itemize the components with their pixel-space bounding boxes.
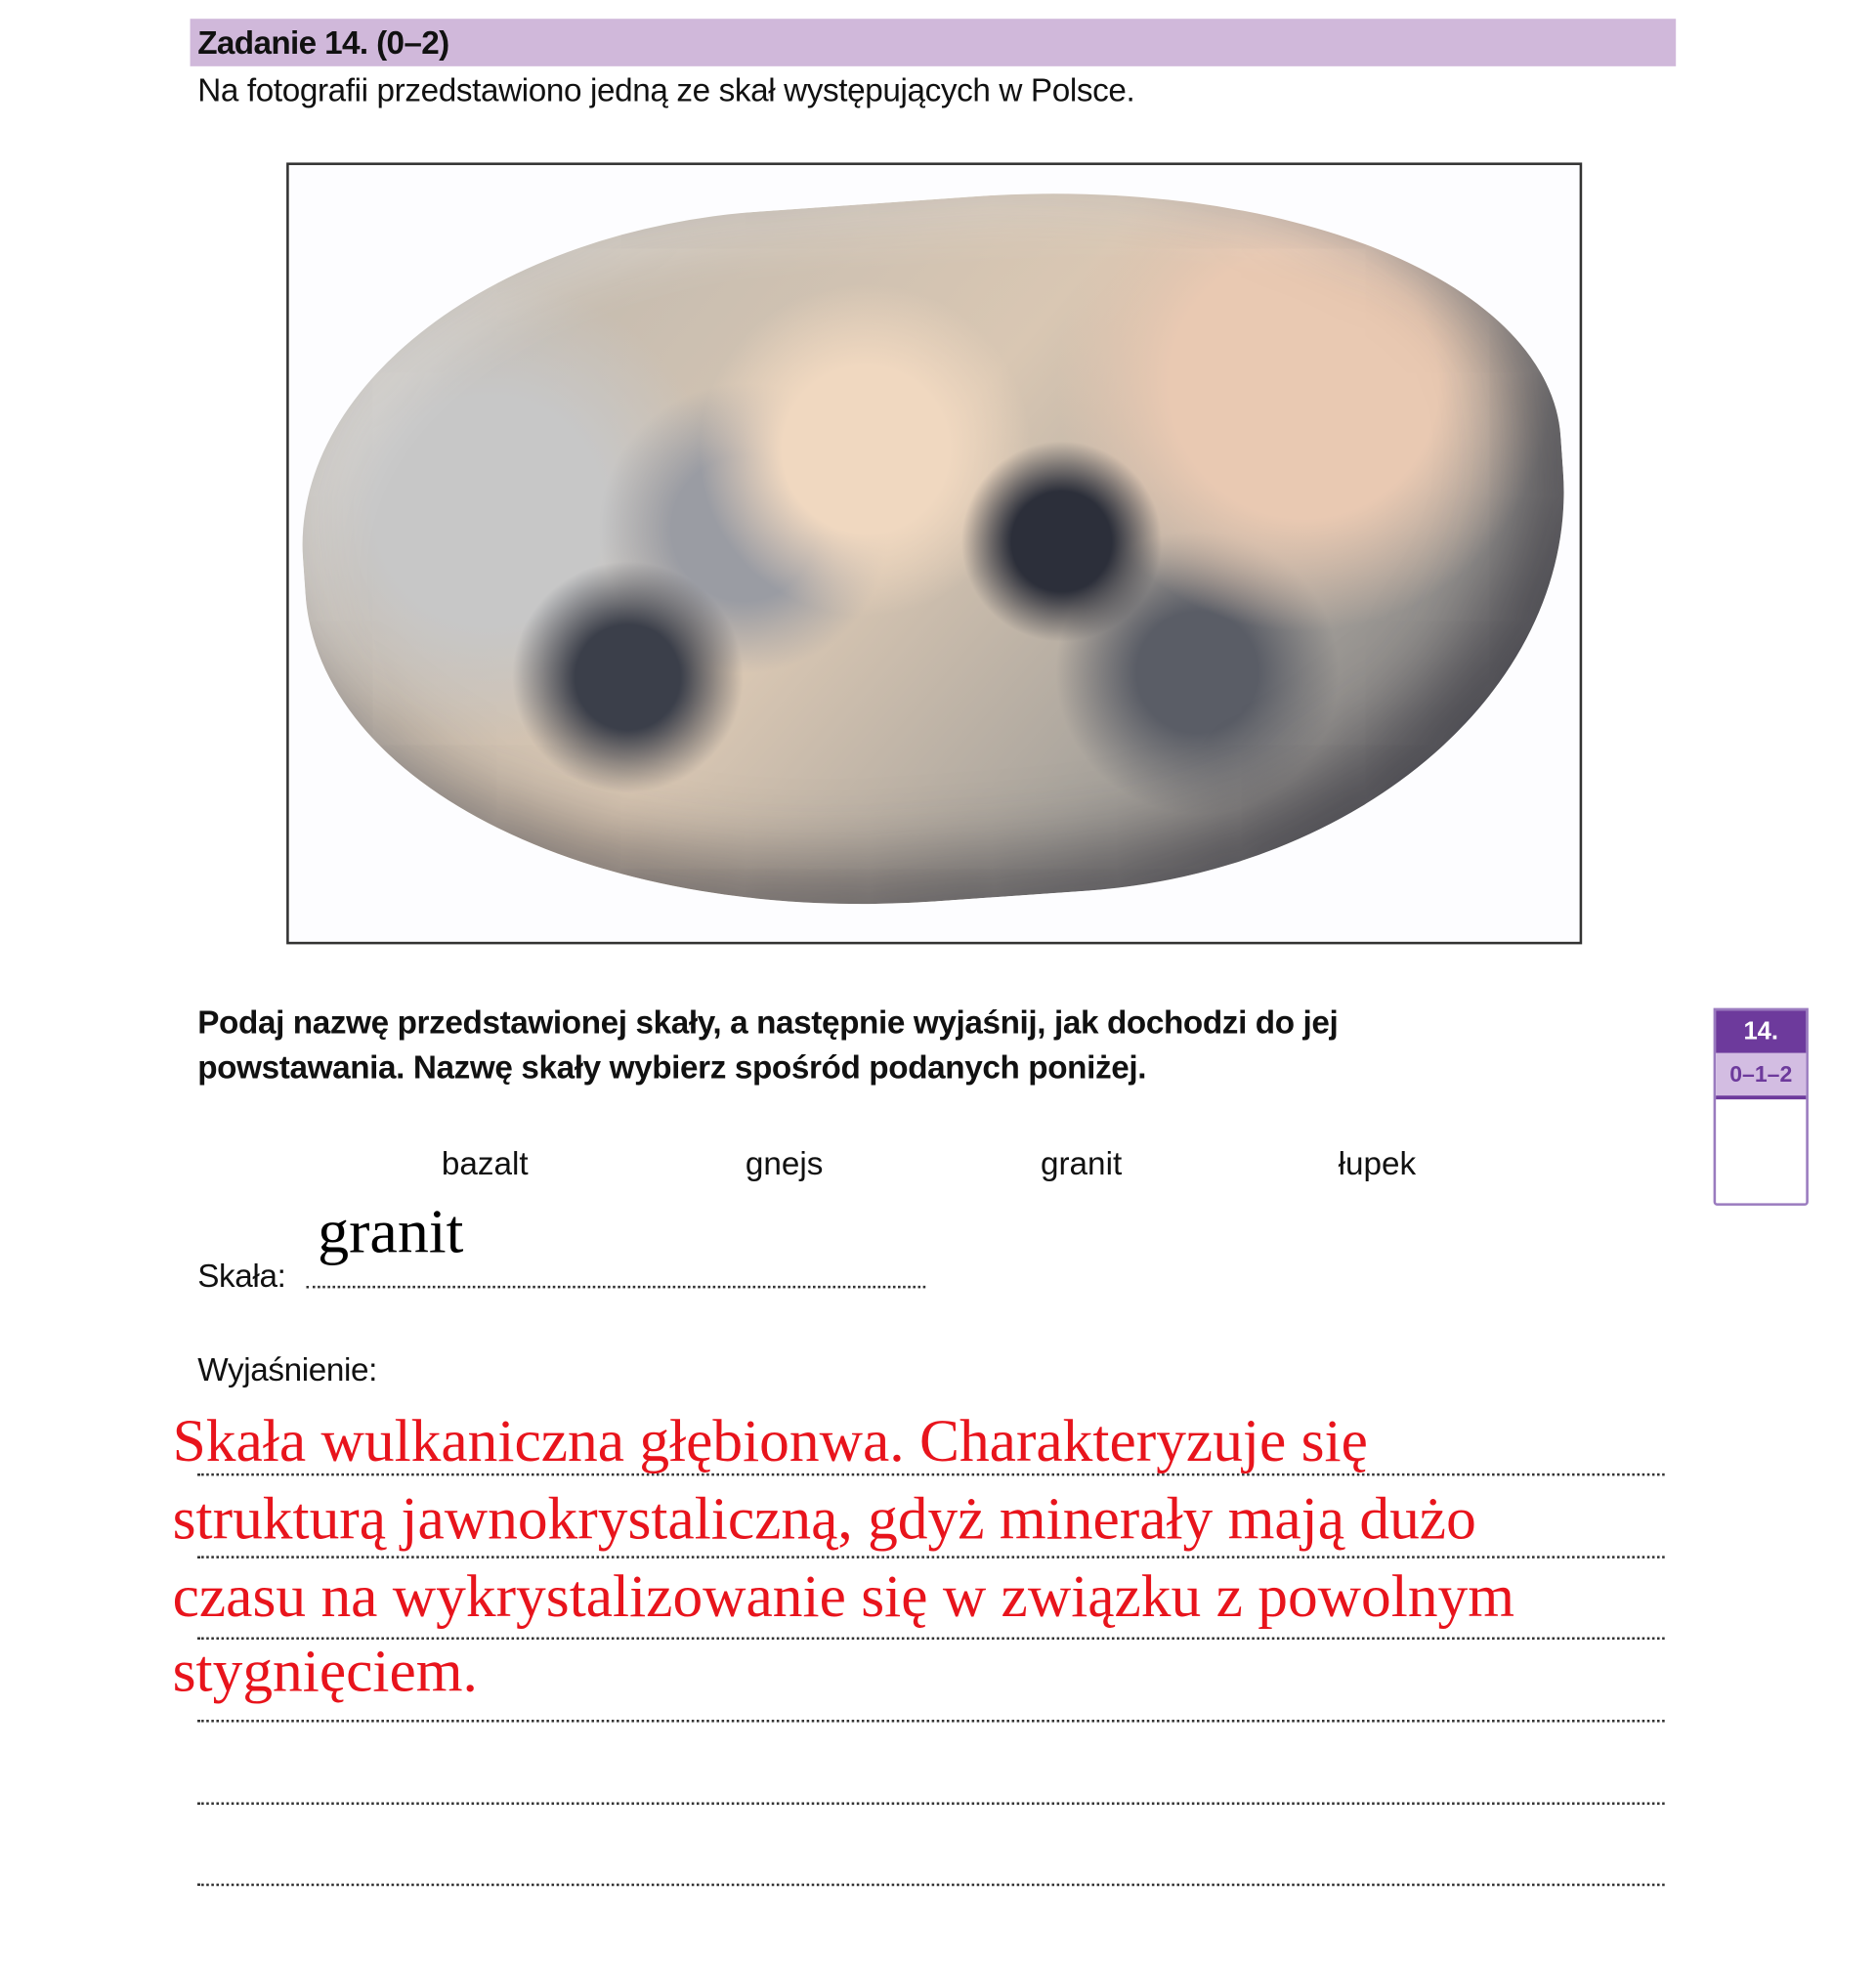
- option-bazalt: bazalt: [441, 1144, 529, 1182]
- answer-line: [197, 1802, 1664, 1805]
- explanation-answer-line-2[interactable]: strukturą jawnokrystaliczną, gdyż minerały mają dużo: [172, 1485, 1476, 1553]
- score-box: [1714, 1008, 1809, 1206]
- granite-rock-image: [286, 162, 1582, 943]
- score-task-number: 14.: [1716, 1010, 1806, 1053]
- answer-line: [197, 1884, 1664, 1887]
- rock-photo: [286, 162, 1582, 944]
- option-lupek: łupek: [1338, 1144, 1417, 1182]
- rock-label: Skała:: [197, 1257, 286, 1295]
- answer-line: [197, 1720, 1664, 1723]
- instruction-line-2: powstawania. Nazwę skały wybierz spośród podanych poniżej.: [197, 1047, 1147, 1087]
- option-granit: granit: [1040, 1144, 1123, 1182]
- answer-line: [197, 1556, 1664, 1558]
- task-title: Zadanie 14. (0–2): [197, 23, 449, 62]
- explanation-label: Wyjaśnienie:: [197, 1350, 378, 1388]
- option-gnejs: gnejs: [745, 1144, 824, 1182]
- instruction-line-1: Podaj nazwę przedstawionej skały, a następnie wyjaśnij, jak dochodzi do jej: [197, 1003, 1339, 1041]
- explanation-answer-line-1[interactable]: Skała wulkaniczna głębionwa. Charakteryzuje się: [172, 1408, 1368, 1475]
- score-points: 0–1–2: [1716, 1053, 1806, 1099]
- explanation-answer-line-3[interactable]: czasu na wykrystalizowanie się w związku z powolnym: [172, 1563, 1515, 1630]
- task-intro: Na fotografii przedstawiono jedną ze skał występujących w Polsce.: [197, 70, 1135, 109]
- task-header: [191, 19, 1677, 66]
- explanation-answer-line-4[interactable]: stygnięciem.: [172, 1638, 478, 1705]
- rock-answer-line: [307, 1286, 926, 1289]
- rock-answer[interactable]: granit: [318, 1195, 464, 1266]
